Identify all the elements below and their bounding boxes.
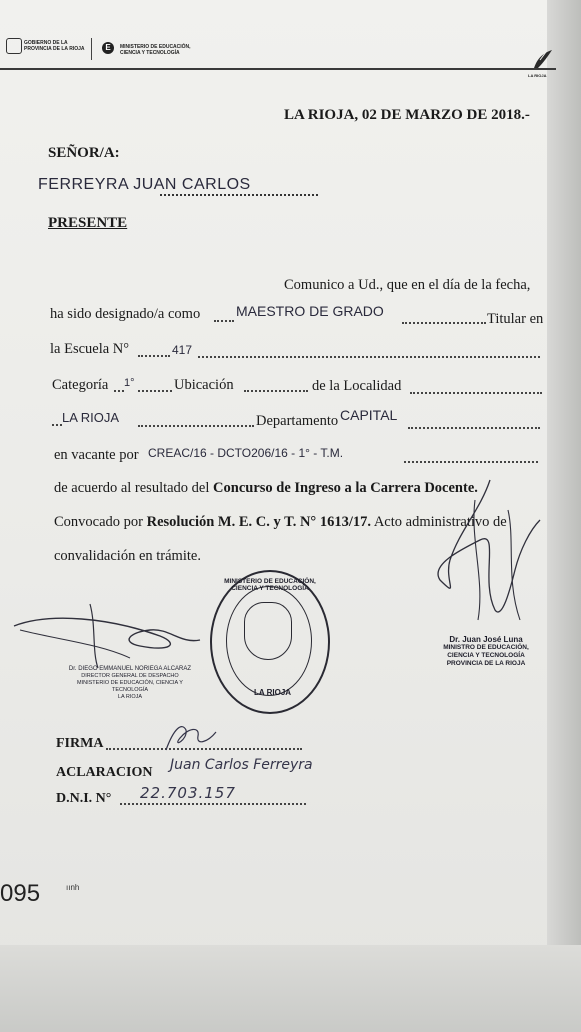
recipient-name: FERREYRA JUAN CARLOS (38, 176, 251, 193)
dni-label: D.N.I. N° (56, 791, 112, 806)
minister-name: Dr. Juan José Luna (449, 635, 523, 644)
rioja-logo-label: LA RIOJA (528, 73, 547, 78)
corner-number: 095 (0, 880, 41, 907)
dotline (244, 390, 308, 392)
minister-title-3: PROVINCIA DE LA RIOJA (446, 660, 526, 667)
dni-value: 22.703.157 (140, 784, 236, 802)
minister-title-1: MINISTRO DE EDUCACIÓN, (443, 644, 529, 651)
recipient-dotline (160, 194, 318, 196)
minister-signature-block (422, 636, 550, 668)
dotline (404, 461, 538, 463)
department-label: Departamento (256, 413, 339, 429)
ministry-label: MINISTERIO DE EDUCACIÓN, CIENCIA Y TECNOLOGÍA (120, 44, 191, 56)
header-divider (91, 38, 92, 60)
director-name: Dr. DIEGO EMMANUEL NORIEGA ALCARAZ (68, 666, 192, 672)
ministry-badge-icon: E (102, 42, 114, 54)
director-title-3: LA RIOJA (117, 694, 143, 700)
vacancy-label: en vacante por (54, 447, 139, 463)
dotline (410, 392, 542, 394)
letter-date: LA RIOJA, 02 DE MARZO DE 2018.- (284, 107, 530, 123)
director-signature-block (60, 666, 200, 701)
government-shield-icon (6, 38, 22, 54)
dotline (138, 425, 254, 427)
stamp-shield-icon (244, 602, 292, 660)
dotline (52, 424, 62, 426)
resolution-number: Resolución M. E. C. y T. N° 1613/17. (146, 514, 372, 530)
stamp-bottom-text: LA RIOJA (254, 688, 292, 697)
department-value: CAPITAL (340, 407, 398, 423)
minister-signature (420, 470, 550, 640)
titular-label: Titular en (487, 311, 544, 327)
vacancy-value: CREAC/16 - DCTO206/16 - 1° - T.M. (148, 446, 344, 460)
minister-title-2: CIENCIA Y TECNOLOGÍA (447, 652, 525, 659)
government-label: GOBIERNO DE LA PROVINCIA DE LA RIOJA (24, 40, 85, 52)
rioja-logo-icon (530, 46, 556, 72)
resolution-line-tail: Acto administrativo de (371, 514, 507, 530)
dotline (114, 390, 124, 392)
stamp-top-text: MINISTERIO DE EDUCACIÓN, CIENCIA Y TECNOLOGÍA (224, 578, 316, 592)
dni-dotline (120, 803, 306, 805)
designation-label: ha sido designado/a como (50, 306, 201, 322)
dotline (198, 356, 540, 358)
location-label: Ubicación (174, 377, 234, 393)
presente-heading: PRESENTE (48, 215, 128, 231)
dotline (408, 427, 540, 429)
category-label: Categoría (52, 377, 109, 393)
school-label: la Escuela N° (50, 341, 130, 357)
salutation: SEÑOR/A: (48, 145, 120, 161)
bottom-fold (0, 945, 581, 1032)
aclaracion-label: ACLARACION (56, 765, 153, 780)
category-value: 1° (124, 377, 135, 389)
designation-value: MAESTRO DE GRADO (236, 303, 384, 319)
contest-name: Concurso de Ingreso a la Carrera Docente. (213, 480, 478, 496)
resolution-line-text: Convocado por (54, 514, 147, 530)
director-title-2: MINISTERIO DE EDUCACIÓN, CIENCIA Y TECNOLOGÍA (77, 680, 183, 693)
aclaracion-value: Juan Carlos Ferreyra (170, 757, 313, 773)
locality-value: LA RIOJA (62, 410, 120, 425)
dotline (138, 390, 172, 392)
locality-label: de la Localidad (312, 378, 402, 394)
school-number: 417 (172, 343, 193, 357)
director-signature (10, 596, 210, 676)
firma-label: FIRMA (56, 736, 104, 751)
corner-mark: ıınh (66, 883, 80, 892)
contest-line (54, 480, 478, 497)
recipient-signature (160, 720, 220, 754)
intro-line: Comunico a Ud., que en el día de la fecha, (284, 277, 531, 293)
ministry-stamp (210, 570, 330, 714)
paper-edge (547, 0, 581, 1032)
validation-line: convalidación en trámite. (54, 548, 201, 564)
director-title-1: DIRECTOR GENERAL DE DESPACHO (81, 673, 179, 679)
contest-line-text: de acuerdo al resultado del (54, 480, 214, 496)
dotline (402, 322, 486, 324)
letterhead (0, 30, 556, 78)
dotline (138, 355, 170, 357)
dotline (214, 320, 234, 322)
